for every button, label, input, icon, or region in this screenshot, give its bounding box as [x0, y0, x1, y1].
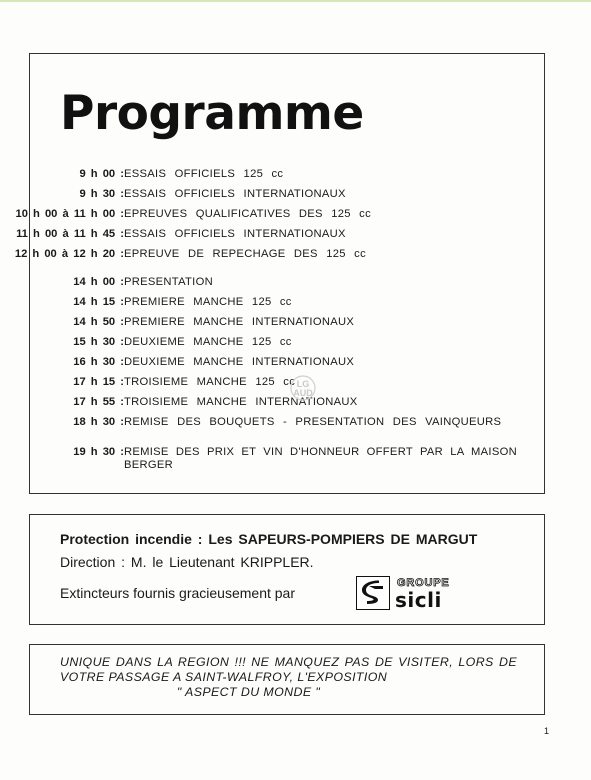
advert-box: [29, 644, 545, 715]
schedule-row: [30, 336, 546, 352]
schedule-time: 15 h 30 :: [73, 336, 124, 348]
protection-title: Protection incendie : Les SAPEURS-POMPIERS DE MARGUT: [60, 531, 478, 547]
schedule-time: 10 h 00 à 11 h 00 :: [15, 208, 124, 220]
schedule-time: 9 h 30 :: [79, 188, 124, 200]
schedule-row: [16, 228, 546, 244]
page-number: 1: [544, 726, 550, 736]
schedule-event: PREMIERE MANCHE INTERNATIONAUX: [124, 316, 355, 328]
schedule-time: 16 h 30 :: [73, 356, 124, 368]
schedule-time: 17 h 55 :: [73, 396, 124, 408]
schedule-time: 11 h 00 à 11 h 45 :: [16, 228, 124, 240]
advert-line-2: LORS DE VOTRE PASSAGE A SAINT-WALFROY, L'EXPOSITION: [60, 655, 517, 684]
top-rule: [0, 0, 591, 2]
schedule-row: [30, 296, 546, 312]
schedule-event: ESSAIS OFFICIELS INTERNATIONAUX: [124, 188, 346, 200]
schedule-row: [30, 376, 546, 392]
schedule-event: DEUXIEME MANCHE INTERNATIONAUX: [124, 356, 355, 368]
schedule-time: 17 h 15 :: [73, 376, 124, 388]
schedule-row: [30, 168, 546, 184]
schedule-row: [30, 188, 546, 204]
extincteurs-line: Extincteurs fournis gracieusement par: [60, 585, 295, 601]
schedule-event: EPREUVES QUALIFICATIVES DES 125 cc: [124, 208, 371, 220]
schedule-event: PRESENTATION: [124, 276, 213, 288]
schedule-row: [30, 396, 546, 412]
schedule-time: 19 h 30 :: [73, 446, 124, 458]
schedule-event: TROISIEME MANCHE 125 cc: [124, 376, 296, 388]
schedule-event: PREMIERE MANCHE 125 cc: [124, 296, 292, 308]
advert-line-3: " ASPECT DU MONDE ": [176, 685, 321, 699]
protection-box: [29, 514, 545, 625]
schedule-time: 12 h 00 à 12 h 20 :: [14, 248, 124, 260]
schedule-row: [30, 316, 546, 332]
schedule-event: REMISE DES BOUQUETS - PRESENTATION DES VAINQUEURS: [124, 416, 502, 428]
schedule-event: EPREUVE DE REPECHAGE DES 125 cc: [124, 248, 366, 260]
page-title: Programme: [60, 86, 364, 141]
advert-text: [60, 655, 517, 700]
sicli-logo: [356, 573, 468, 613]
schedule-row: [30, 356, 546, 372]
schedule-time: 9 h 00 :: [79, 168, 124, 180]
schedule-time: 18 h 30 :: [73, 416, 124, 428]
schedule-row: [15, 208, 546, 224]
schedule-event: ESSAIS OFFICIELS 125 cc: [124, 168, 284, 180]
programme-box: [14, 53, 545, 494]
schedule-row: [14, 248, 546, 264]
logo-groupe-text: GROUPE: [397, 577, 450, 589]
sicli-s-logo-icon: [356, 576, 390, 610]
schedule-event: REMISE DES PRIX ET VIN D'HONNEUR OFFERT PAR LA MAISON BERGER: [124, 446, 517, 471]
direction-line: Direction : M. le Lieutenant KRIPPLER.: [60, 554, 314, 570]
schedule-row: [30, 446, 546, 471]
schedule-row: [30, 416, 546, 432]
logo-brand-text: sicli: [395, 588, 442, 612]
schedule-row: [30, 276, 546, 292]
schedule-event: ESSAIS OFFICIELS INTERNATIONAUX: [124, 228, 346, 240]
schedule-event: DEUXIEME MANCHE 125 cc: [124, 336, 292, 348]
watermark-stamp: LG AUD: [289, 373, 317, 403]
schedule-time: 14 h 00 :: [73, 276, 124, 288]
advert-line-1: UNIQUE DANS LA REGION !!! NE MANQUEZ PAS DE VISITER,: [60, 655, 454, 669]
schedule-event: TROISIEME MANCHE INTERNATIONAUX: [124, 396, 358, 408]
schedule-time: 14 h 15 :: [73, 296, 124, 308]
schedule-time: 14 h 50 :: [73, 316, 124, 328]
